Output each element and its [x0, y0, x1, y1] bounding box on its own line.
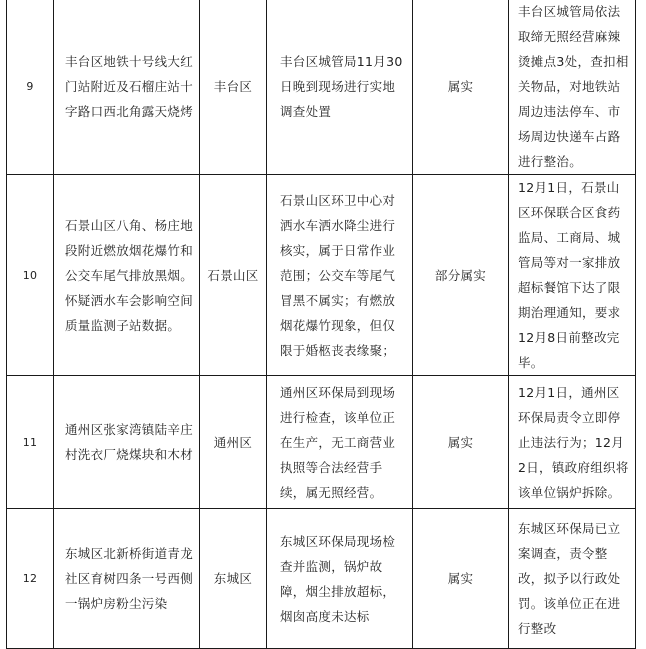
investigation-cell [267, 509, 413, 649]
action-text: 丰台区城管局依法取缔无照经营麻辣烫摊点3处，查扣相关物品，对地铁站周边违法停车、市场周边快递车占路进行整治。 [518, 4, 629, 169]
row-number: 11 [7, 376, 54, 509]
verdict-cell: 属实 [413, 0, 509, 175]
investigation-cell [267, 376, 413, 509]
table-row [7, 509, 636, 649]
issue-text: 石景山区八角、杨庄地段附近燃放烟花爆竹和公交车尾气排放黑烟。怀疑洒水车会影响空间质量监测子站数据。 [65, 217, 194, 333]
action-text: 12月1日，通州区环保局责令立即停止违法行为；12月2日，镇政府组织将该单位锅炉拆除。 [518, 384, 629, 500]
verdict-cell: 属实 [413, 509, 509, 649]
action-text: 12月1日，石景山区环保联合区食药监局、工商局、城管局等对一家排放超标餐馆下达了限期治理通知，要求12月8日前整改完毕。 [518, 180, 621, 370]
row-number: 9 [7, 0, 54, 175]
table-row [7, 0, 636, 175]
action-cell [509, 0, 636, 175]
verdict-cell: 部分属实 [413, 175, 509, 376]
complaint-table [6, 0, 636, 649]
district-cell: 通州区 [200, 376, 267, 509]
issue-cell [54, 509, 200, 649]
investigation-text: 东城区环保局现场检查并监测，锅炉故障，烟尘排放超标，烟囱高度未达标 [280, 533, 396, 624]
investigation-cell [267, 0, 413, 175]
district-cell: 石景山区 [200, 175, 267, 376]
issue-cell [54, 0, 200, 175]
issue-text: 丰台区地铁十号线大红门站附近及石榴庄站十字路口西北角露天烧烤 [65, 54, 194, 119]
row-number: 12 [7, 509, 54, 649]
verdict-cell: 属实 [413, 376, 509, 509]
district-cell: 丰台区 [200, 0, 267, 175]
investigation-text: 通州区环保局到现场进行检查，该单位正在生产，无工商营业执照等合法经营手续，属无照经营。 [280, 384, 396, 500]
issue-text: 通州区张家湾镇陆辛庄村洗衣厂烧煤块和木材 [65, 422, 194, 462]
action-text: 东城区环保局已立案调查，责令整改，拟予以行政处罚。该单位正在进行整改 [518, 521, 621, 636]
investigation-text: 丰台区城管局11月30日晚到现场进行实地调查处置 [280, 54, 403, 119]
district-cell: 东城区 [200, 509, 267, 649]
action-cell [509, 175, 636, 376]
table-row [7, 175, 636, 376]
issue-cell [54, 175, 200, 376]
action-cell [509, 509, 636, 649]
investigation-cell [267, 175, 413, 376]
row-number: 10 [7, 175, 54, 376]
table-row [7, 376, 636, 509]
issue-cell [54, 376, 200, 509]
action-cell [509, 376, 636, 509]
investigation-text: 石景山区环卫中心对洒水车洒水降尘进行核实，属于日常作业范围；公交车等尾气冒黑不属实；有燃放烟花爆竹现象，但仅限于婚柩丧表缘聚； [280, 192, 396, 358]
issue-text: 东城区北新桥街道青龙社区育树四条一号西侧一锅炉房粉尘污染 [65, 546, 194, 611]
